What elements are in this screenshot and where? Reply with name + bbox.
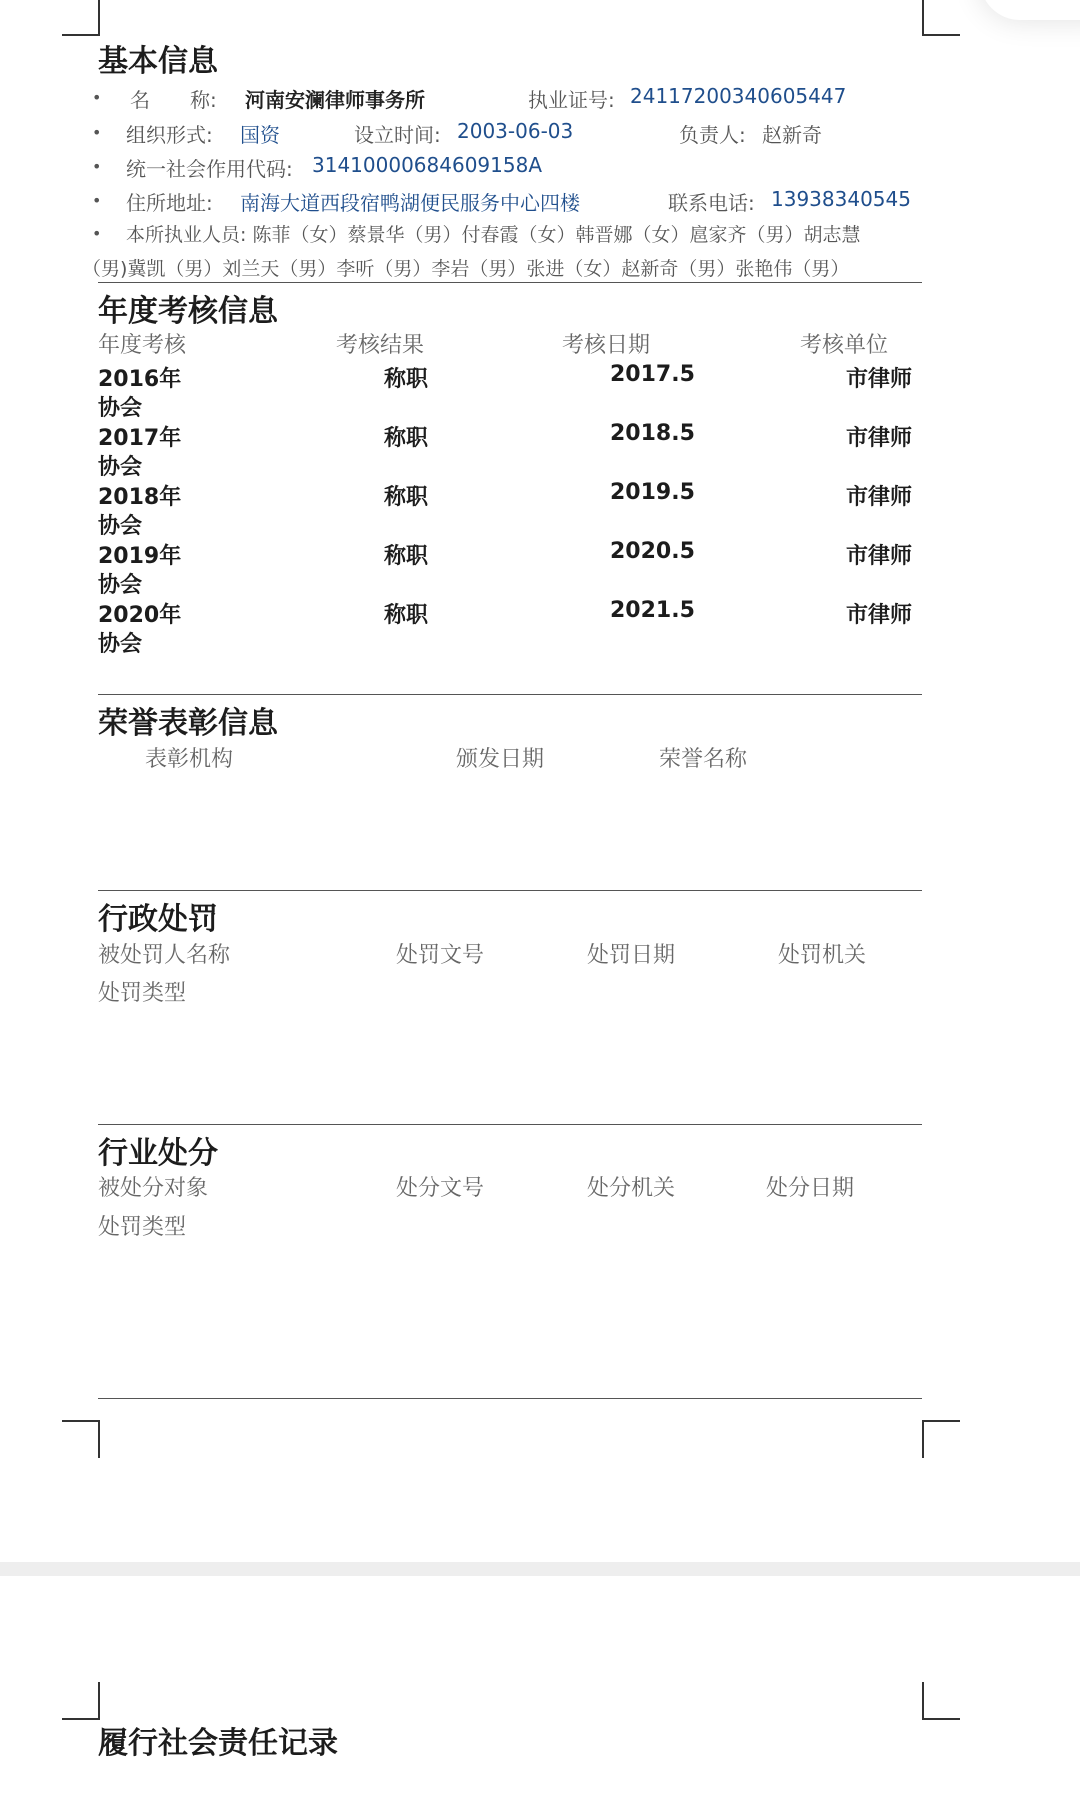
column-header-penalty-date: 处罚日期 [587,943,676,968]
column-header-sanction-doc-no: 处分文号 [396,1176,485,1201]
bullet-dot: • [92,123,102,142]
cell-year: 2016年 [98,367,182,392]
cell-unit: 市律师 [846,426,913,451]
cell-unit: 市律师 [846,485,913,510]
value-credit-code: 31410000684609158A [312,153,542,177]
column-header-issuer: 表彰机构 [145,747,234,772]
section-title-social-responsibility: 履行社会责任记录 [98,1726,338,1761]
section-title-admin-penalty: 行政处罚 [98,902,218,937]
column-header-sanctioned-target: 被处分对象 [98,1176,209,1201]
section-title-basic-info: 基本信息 [98,44,218,79]
value-org-form: 国资 [240,123,280,147]
cell-unit-wrap: 协会 [98,396,143,421]
column-header-penalty-doc-no: 处罚文号 [396,943,485,968]
label-org-form: 组织形式: [126,123,213,147]
column-header-issue-date: 颁发日期 [456,747,545,772]
bullet-dot: • [92,191,102,210]
crop-mark-page2-top-right [922,1682,960,1720]
crop-mark-bottom-left [62,1420,100,1458]
section-title-annual-review: 年度考核信息 [98,294,278,329]
cell-result: 称职 [384,485,429,510]
value-firm-name: 河南安澜律师事务所 [245,88,425,112]
section-title-honors: 荣誉表彰信息 [98,706,278,741]
cell-unit: 市律师 [846,603,913,628]
cell-unit: 市律师 [846,544,913,569]
value-established: 2003-06-03 [457,119,574,143]
cell-date: 2021.5 [610,598,695,623]
divider [98,694,922,695]
cell-date: 2018.5 [610,421,695,446]
cell-unit: 市律师 [846,367,913,392]
label-license-no: 执业证号: [528,88,615,112]
column-header-unit: 考核单位 [800,333,889,358]
value-license-no: 24117200340605447 [630,84,847,108]
column-header-honor-name: 荣誉名称 [659,747,748,772]
bullet-dot: • [92,88,102,107]
column-header-penalty-authority: 处罚机关 [778,943,867,968]
bullet-dot: • [92,157,102,176]
divider [98,890,922,891]
column-header-penalty-type: 处罚类型 [98,981,187,1006]
cell-result: 称职 [384,544,429,569]
divider [98,1398,922,1399]
label-credit-code: 统一社会作用代码: [126,157,293,181]
cell-year: 2017年 [98,426,182,451]
cell-date: 2020.5 [610,539,695,564]
column-header-sanction-date: 处分日期 [766,1176,855,1201]
value-principal: 赵新奇 [762,123,822,147]
column-header-year: 年度考核 [98,333,187,358]
section-title-industry-sanction: 行业处分 [98,1136,218,1171]
cell-unit-wrap: 协会 [98,573,143,598]
divider [98,1124,922,1125]
crop-mark-bottom-right [922,1420,960,1458]
cell-year: 2019年 [98,544,182,569]
column-header-sanction-type: 处罚类型 [98,1215,187,1240]
column-header-result: 考核结果 [336,333,425,358]
cell-unit-wrap: 协会 [98,514,143,539]
cell-year: 2020年 [98,603,182,628]
crop-mark-top-right [922,0,960,36]
divider [98,282,922,283]
staff-list-line-2: （男)冀凯（男）刘兰天（男）李听（男）李岩（男）张进（女）赵新奇（男）张艳伟（男） [82,258,850,280]
value-address: 南海大道西段宿鸭湖便民服务中心四楼 [240,191,580,215]
cell-result: 称职 [384,367,429,392]
cell-date: 2019.5 [610,480,695,505]
column-header-sanction-authority: 处分机关 [587,1176,676,1201]
crop-mark-top-left [62,0,100,36]
cell-unit-wrap: 协会 [98,632,143,657]
column-header-date: 考核日期 [562,333,651,358]
cell-year: 2018年 [98,485,182,510]
corner-shadow [980,0,1080,20]
label-name: 名 称: [130,88,217,112]
label-phone: 联系电话: [668,191,755,215]
label-principal: 负责人: [679,123,746,147]
label-address: 住所地址: [126,191,213,215]
value-phone: 13938340545 [771,187,911,211]
cell-result: 称职 [384,603,429,628]
column-header-penalized-name: 被处罚人名称 [98,943,231,968]
label-established: 设立时间: [354,123,441,147]
cell-date: 2017.5 [610,362,695,387]
cell-unit-wrap: 协会 [98,455,143,480]
cell-result: 称职 [384,426,429,451]
staff-list-line-1: 本所执业人员: 陈菲（女）蔡景华（男）付春霞（女）韩晋娜（女）扈家齐（男）胡志慧 [126,224,861,246]
bullet-dot: • [92,224,102,243]
crop-mark-page2-top-left [62,1682,100,1720]
page-gap [0,1562,1080,1576]
